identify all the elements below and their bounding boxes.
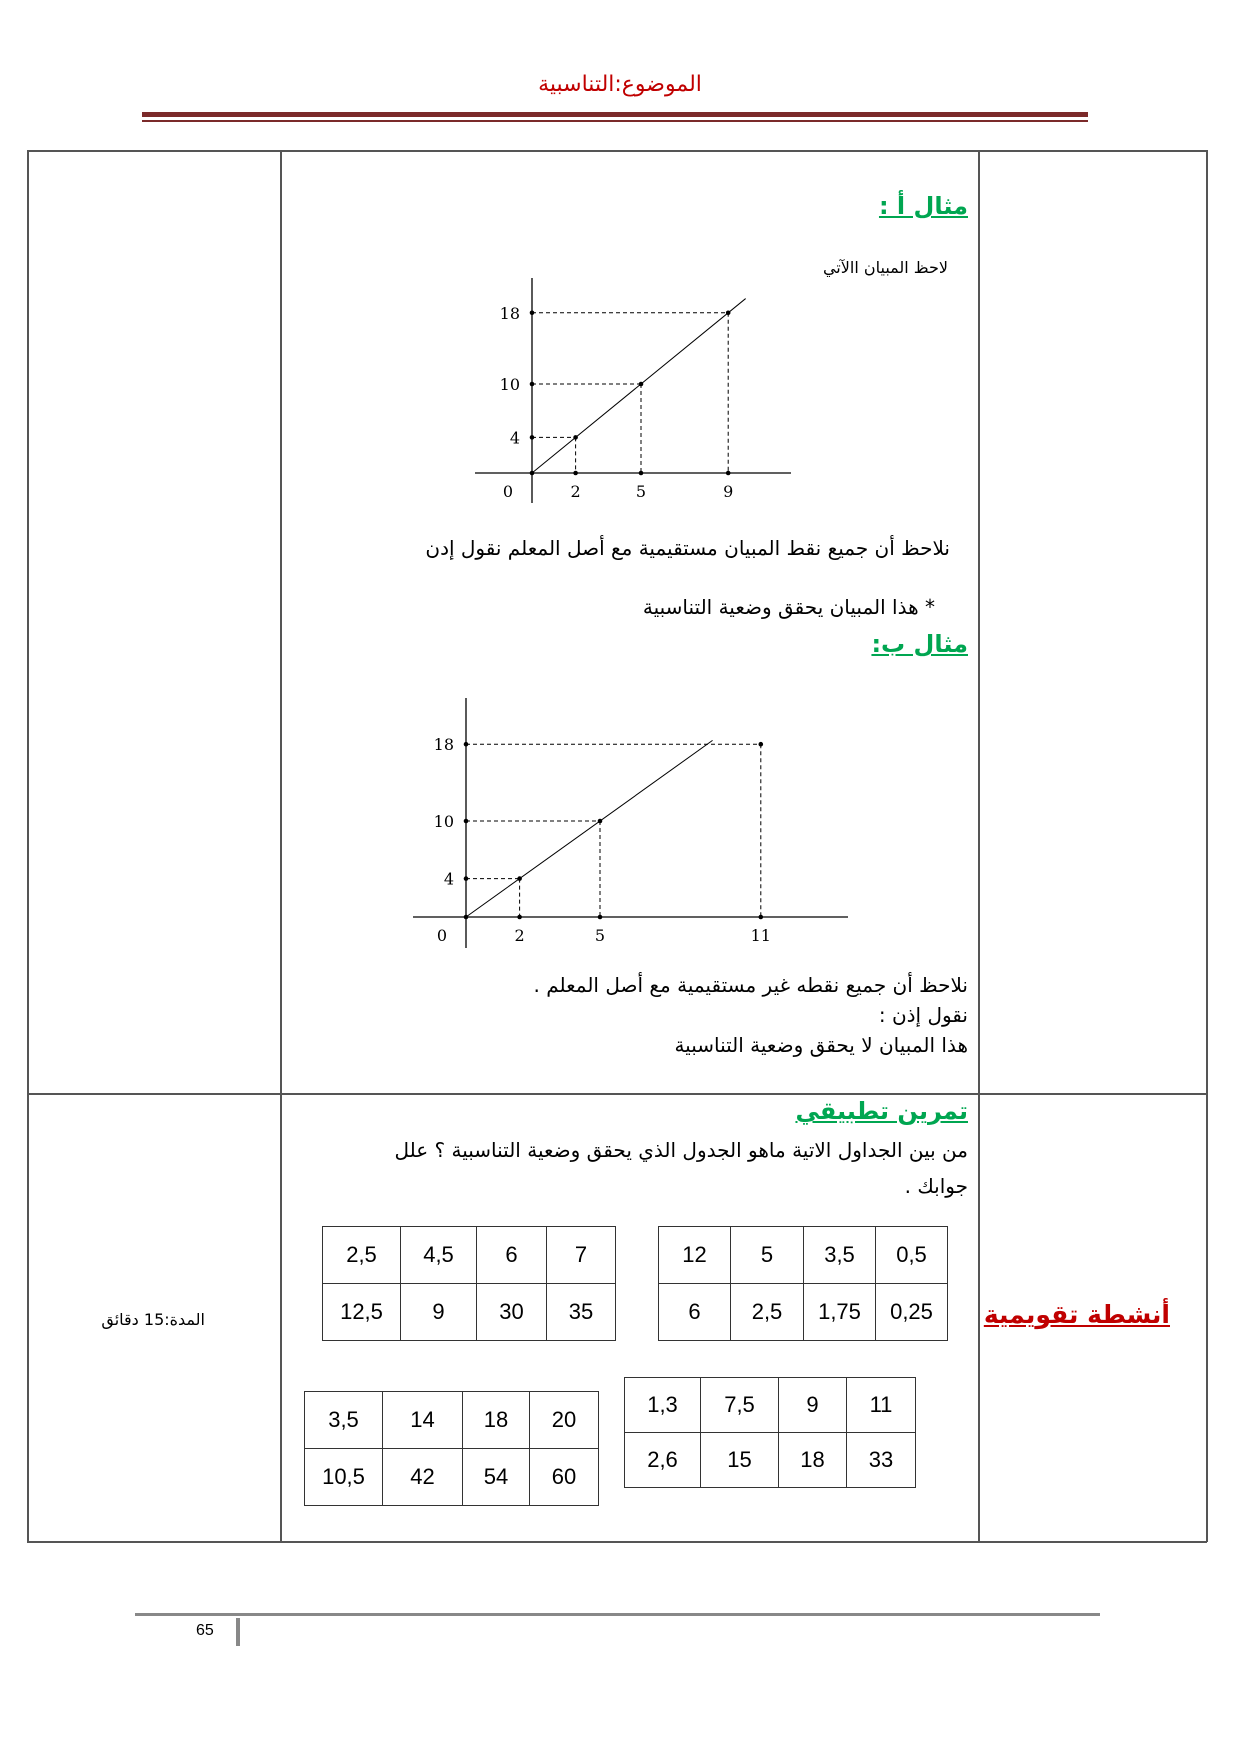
table-cell: 0,5 — [876, 1227, 948, 1284]
x-tick-label: 0 — [502, 482, 514, 501]
table-cell: 33 — [847, 1433, 916, 1488]
table-cell: 7,5 — [701, 1378, 779, 1433]
axis-tick — [464, 876, 469, 881]
duration-label: المدة:15 دقائق — [101, 1310, 205, 1329]
y-tick-label: 4 — [509, 428, 520, 448]
table-row — [305, 1392, 599, 1449]
table-row — [323, 1227, 616, 1284]
table-cell: 2,5 — [731, 1284, 804, 1341]
table-cell: 3,5 — [305, 1392, 383, 1449]
table-row — [323, 1284, 616, 1341]
x-tick-label: 0 — [436, 926, 448, 945]
x-tick-label: 2 — [514, 926, 525, 945]
table-row — [659, 1227, 948, 1284]
table-cell: 12,5 — [323, 1284, 401, 1341]
data-table-2 — [658, 1226, 948, 1341]
axis-tick — [530, 435, 535, 440]
table-cell: 35 — [547, 1284, 616, 1341]
x-tick-label: 11 — [750, 926, 771, 945]
series-line — [466, 740, 713, 917]
table-cell: 1,75 — [804, 1284, 876, 1341]
table-cell: 6 — [659, 1284, 731, 1341]
header-divider-thin — [142, 120, 1088, 122]
data-table-1 — [322, 1226, 616, 1341]
exercise-question-line2: جوابك . — [904, 1174, 968, 1198]
axis-tick — [517, 915, 522, 920]
x-tick-label: 9 — [723, 482, 734, 501]
table-cell: 2,6 — [625, 1433, 701, 1488]
exercise-question-line1: من بين الجداول الاتية ماهو الجدول الذي يحقق وضعية التناسبية ؟ علل — [394, 1138, 968, 1162]
example-b-observation: نلاحظ أن جميع نقطه غير مستقيمية مع أصل المعلم . — [533, 973, 968, 997]
header-divider — [142, 112, 1088, 117]
data-point — [759, 742, 764, 747]
table-cell: 60 — [530, 1449, 599, 1506]
table-cell: 2,5 — [323, 1227, 401, 1284]
table-cell: 18 — [463, 1392, 530, 1449]
table-row — [305, 1449, 599, 1506]
axis-tick — [464, 742, 469, 747]
x-tick-label: 2 — [570, 482, 581, 501]
x-tick-label: 5 — [594, 926, 606, 945]
table-row — [625, 1378, 916, 1433]
table-cell: 5 — [731, 1227, 804, 1284]
example-a-note: لاحظ المبيان االآتي — [822, 258, 948, 277]
y-tick-label: 10 — [499, 375, 520, 394]
table-cell: 20 — [530, 1392, 599, 1449]
axis-tick — [726, 471, 731, 476]
table-row — [625, 1433, 916, 1488]
example-a-observation: نلاحظ أن جميع نقط المبيان مستقيمية مع أصل المعلم نقول إدن — [425, 536, 950, 560]
axis-tick — [573, 471, 578, 476]
table-cell: 14 — [383, 1392, 463, 1449]
table-cell: 3,5 — [804, 1227, 876, 1284]
table-cell: 7 — [547, 1227, 616, 1284]
table-cell: 0,25 — [876, 1284, 948, 1341]
example-a-title: مثال أ : — [878, 192, 968, 220]
example-b-graph — [398, 688, 858, 948]
table-cell: 30 — [477, 1284, 547, 1341]
series-line — [532, 299, 746, 473]
table-row — [659, 1284, 948, 1341]
example-a-conclusion: * هذا المبيان يحقق وضعية التناسبية — [642, 595, 935, 619]
axis-tick — [464, 819, 469, 824]
example-b-conclusion: هذا المبيان لا يحقق وضعية التناسبية — [674, 1033, 968, 1057]
y-tick-label: 10 — [433, 812, 454, 831]
example-a-graph — [465, 268, 805, 508]
table-cell: 6 — [477, 1227, 547, 1284]
footer-divider — [135, 1613, 1100, 1616]
data-table-4 — [624, 1377, 916, 1488]
axis-tick — [530, 311, 535, 316]
table-cell: 42 — [383, 1449, 463, 1506]
table-cell: 12 — [659, 1227, 731, 1284]
example-b-title: مثال ب: — [871, 630, 968, 658]
example-b-so: نقول إذن : — [878, 1003, 968, 1027]
table-cell: 9 — [779, 1378, 847, 1433]
y-tick-label: 18 — [433, 735, 454, 755]
section-label-evaluation: أنشطة تقويمية — [983, 1300, 1170, 1329]
page-number: 65 — [196, 1622, 214, 1639]
x-tick-label: 5 — [635, 482, 647, 501]
axis-tick — [759, 915, 764, 920]
data-table-3 — [304, 1391, 599, 1506]
table-cell: 54 — [463, 1449, 530, 1506]
footer-bar — [236, 1618, 240, 1646]
table-cell: 18 — [779, 1433, 847, 1488]
table-cell: 10,5 — [305, 1449, 383, 1506]
table-cell: 9 — [401, 1284, 477, 1341]
y-tick-label: 4 — [443, 869, 454, 889]
table-cell: 11 — [847, 1378, 916, 1433]
axis-tick — [530, 382, 535, 387]
page-title: الموضوع:التناسبية — [538, 72, 702, 97]
y-tick-label: 18 — [499, 303, 520, 323]
table-cell: 4,5 — [401, 1227, 477, 1284]
exercise-title: تمرين تطبيقي — [795, 1097, 968, 1125]
table-cell: 15 — [701, 1433, 779, 1488]
table-cell: 1,3 — [625, 1378, 701, 1433]
axis-tick — [598, 915, 603, 920]
axis-tick — [639, 471, 644, 476]
